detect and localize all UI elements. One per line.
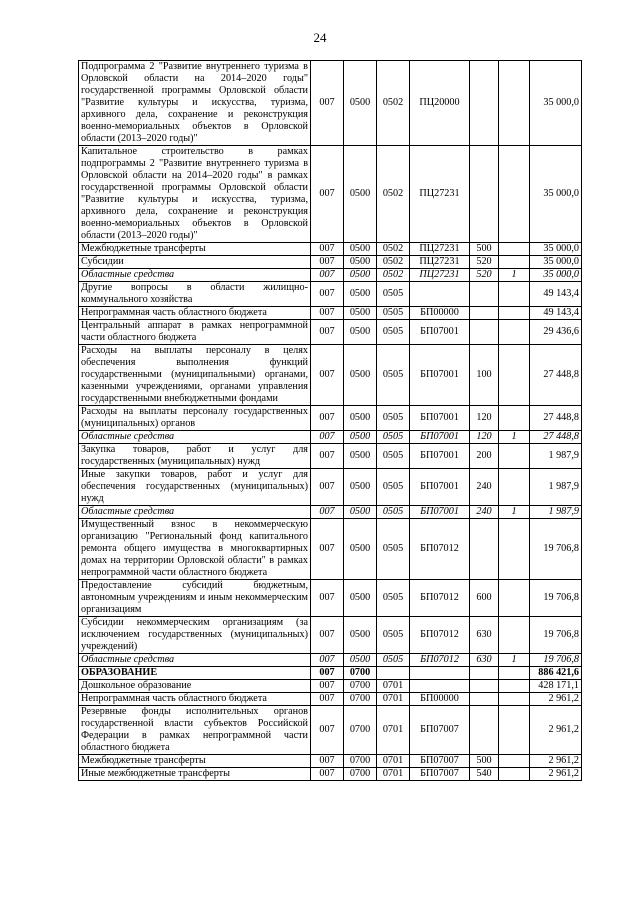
expense-type-code: 240: [470, 506, 499, 519]
department-code: 007: [311, 654, 344, 667]
amount: 19 706,8: [530, 617, 582, 654]
expense-type-code: 240: [470, 469, 499, 506]
subsection-code: 0505: [377, 406, 410, 431]
funding-source-code: [499, 406, 530, 431]
table-row: [79, 282, 582, 307]
subsection-code: 0505: [377, 345, 410, 406]
target-article-code: [410, 667, 470, 680]
department-code: 007: [311, 506, 344, 519]
table-row: [79, 243, 582, 256]
row-name: Иные закупки товаров, работ и услуг для обеспечения государственных (муниципальных) нужд: [79, 469, 311, 506]
section-code: 0500: [344, 345, 377, 406]
row-name: Капитальное строительство в рамках подпрограммы 2 "Развитие внутреннего туризма в Орловской области на 2014–2020 годы" в рамках государственной программы Орловской области "Развитие культуры и искусства, туризма, архивного дела, сохранение и реконструкция военно-мемориальных объектов в Орловской области (2013–2020 годы)": [79, 146, 311, 243]
table-row: [79, 617, 582, 654]
expense-type-code: 630: [470, 654, 499, 667]
funding-source-code: [499, 320, 530, 345]
subsection-code: 0505: [377, 654, 410, 667]
row-name: Расходы на выплаты персоналу государственных (муниципальных) органов: [79, 406, 311, 431]
subsection-code: 0505: [377, 307, 410, 320]
amount: 35 000,0: [530, 243, 582, 256]
target-article-code: [410, 680, 470, 693]
subsection-code: 0701: [377, 768, 410, 781]
amount: 19 706,8: [530, 580, 582, 617]
expense-type-code: 100: [470, 345, 499, 406]
row-name: Другие вопросы в области жилищно-коммунального хозяйства: [79, 282, 311, 307]
table-row: [79, 580, 582, 617]
department-code: 007: [311, 146, 344, 243]
target-article-code: БП07001: [410, 320, 470, 345]
funding-source-code: [499, 519, 530, 580]
row-name: Расходы на выплаты персоналу в целях обеспечения выполнения функций государственными (муниципальными) органами, казенными учреждениями, органами управления государственными внебюджетными фондами: [79, 345, 311, 406]
section-code: 0500: [344, 617, 377, 654]
amount: 35 000,0: [530, 269, 582, 282]
target-article-code: БП07001: [410, 345, 470, 406]
target-article-code: БП07012: [410, 519, 470, 580]
section-code: 0500: [344, 307, 377, 320]
target-article-code: ПЦ20000: [410, 61, 470, 146]
department-code: 007: [311, 269, 344, 282]
subsection-code: 0502: [377, 256, 410, 269]
expense-type-code: [470, 307, 499, 320]
department-code: 007: [311, 755, 344, 768]
expense-type-code: 120: [470, 406, 499, 431]
amount: 2 961,2: [530, 755, 582, 768]
funding-source-code: [499, 282, 530, 307]
department-code: 007: [311, 431, 344, 444]
table-row: [79, 256, 582, 269]
section-code: 0700: [344, 706, 377, 755]
funding-source-code: [499, 146, 530, 243]
row-name: ОБРАЗОВАНИЕ: [79, 667, 311, 680]
subsection-code: 0701: [377, 680, 410, 693]
funding-source-code: [499, 469, 530, 506]
department-code: 007: [311, 61, 344, 146]
amount: 27 448,8: [530, 406, 582, 431]
funding-source-code: 1: [499, 269, 530, 282]
table-row: [79, 61, 582, 146]
table-row: [79, 345, 582, 406]
row-name: Имущественный взнос в некоммерческую организацию "Региональный фонд капитального ремонта общего имущества в многоквартирных домах на территории Орловской области" в рамках непрограммной части областного бюджета: [79, 519, 311, 580]
subsection-code: [377, 667, 410, 680]
department-code: 007: [311, 282, 344, 307]
expense-type-code: [470, 680, 499, 693]
table-row: [79, 519, 582, 580]
table-row: [79, 706, 582, 755]
subsection-code: 0505: [377, 320, 410, 345]
row-name: Субсидии некоммерческим организациям (за исключением государственных (муниципальных) учреждений): [79, 617, 311, 654]
table-row: [79, 667, 582, 680]
funding-source-code: [499, 256, 530, 269]
expense-type-code: [470, 146, 499, 243]
target-article-code: [410, 282, 470, 307]
expense-type-code: [470, 519, 499, 580]
subsection-code: 0502: [377, 243, 410, 256]
department-code: 007: [311, 345, 344, 406]
subsection-code: 0701: [377, 693, 410, 706]
section-code: 0500: [344, 282, 377, 307]
department-code: 007: [311, 256, 344, 269]
budget-table: [78, 60, 582, 781]
section-code: 0700: [344, 768, 377, 781]
amount: 19 706,8: [530, 654, 582, 667]
subsection-code: 0505: [377, 580, 410, 617]
table-row: [79, 469, 582, 506]
row-name: Непрограммная часть областного бюджета: [79, 693, 311, 706]
funding-source-code: [499, 755, 530, 768]
funding-source-code: [499, 667, 530, 680]
section-code: 0500: [344, 406, 377, 431]
row-name: Межбюджетные трансферты: [79, 243, 311, 256]
target-article-code: БП07001: [410, 431, 470, 444]
amount: 35 000,0: [530, 61, 582, 146]
expense-type-code: 520: [470, 269, 499, 282]
subsection-code: 0505: [377, 282, 410, 307]
target-article-code: БП07012: [410, 580, 470, 617]
funding-source-code: [499, 243, 530, 256]
expense-type-code: 500: [470, 243, 499, 256]
table-row: [79, 146, 582, 243]
department-code: 007: [311, 580, 344, 617]
subsection-code: 0701: [377, 755, 410, 768]
table-row: [79, 320, 582, 345]
section-code: 0500: [344, 146, 377, 243]
subsection-code: 0502: [377, 146, 410, 243]
expense-type-code: 200: [470, 444, 499, 469]
row-name: Межбюджетные трансферты: [79, 755, 311, 768]
amount: 1 987,9: [530, 506, 582, 519]
subsection-code: 0701: [377, 706, 410, 755]
row-name: Закупка товаров, работ и услуг для государственных (муниципальных) нужд: [79, 444, 311, 469]
subsection-code: 0505: [377, 506, 410, 519]
table-row: [79, 307, 582, 320]
amount: 2 961,2: [530, 693, 582, 706]
amount: 27 448,8: [530, 345, 582, 406]
funding-source-code: [499, 61, 530, 146]
department-code: 007: [311, 693, 344, 706]
expense-type-code: [470, 693, 499, 706]
expense-type-code: 120: [470, 431, 499, 444]
expense-type-code: [470, 320, 499, 345]
row-name: Областные средства: [79, 506, 311, 519]
table-row: [79, 768, 582, 781]
funding-source-code: [499, 693, 530, 706]
amount: 49 143,4: [530, 307, 582, 320]
expense-type-code: 520: [470, 256, 499, 269]
funding-source-code: [499, 580, 530, 617]
subsection-code: 0505: [377, 444, 410, 469]
row-name: Непрограммная часть областного бюджета: [79, 307, 311, 320]
expense-type-code: [470, 282, 499, 307]
department-code: 007: [311, 469, 344, 506]
expense-type-code: [470, 706, 499, 755]
table-row: [79, 269, 582, 282]
target-article-code: БП07001: [410, 406, 470, 431]
department-code: 007: [311, 768, 344, 781]
row-name: Предоставление субсидий бюджетным, автономным учреждениям и иным некоммерческим организациям: [79, 580, 311, 617]
funding-source-code: 1: [499, 654, 530, 667]
funding-source-code: [499, 768, 530, 781]
target-article-code: ПЦ27231: [410, 256, 470, 269]
expense-type-code: 630: [470, 617, 499, 654]
table-row: [79, 431, 582, 444]
table-row: [79, 693, 582, 706]
target-article-code: БП07007: [410, 706, 470, 755]
funding-source-code: [499, 706, 530, 755]
table-row: [79, 406, 582, 431]
row-name: Субсидии: [79, 256, 311, 269]
section-code: 0500: [344, 519, 377, 580]
row-name: Областные средства: [79, 431, 311, 444]
department-code: 007: [311, 680, 344, 693]
amount: 428 171,1: [530, 680, 582, 693]
amount: 1 987,9: [530, 444, 582, 469]
target-article-code: ПЦ27231: [410, 146, 470, 243]
amount: 35 000,0: [530, 256, 582, 269]
section-code: 0700: [344, 693, 377, 706]
department-code: 007: [311, 617, 344, 654]
department-code: 007: [311, 406, 344, 431]
target-article-code: БП00000: [410, 307, 470, 320]
section-code: 0500: [344, 256, 377, 269]
department-code: 007: [311, 243, 344, 256]
target-article-code: ПЦ27231: [410, 243, 470, 256]
section-code: 0700: [344, 680, 377, 693]
subsection-code: 0505: [377, 431, 410, 444]
section-code: 0500: [344, 320, 377, 345]
table-row: [79, 444, 582, 469]
row-name: Областные средства: [79, 654, 311, 667]
target-article-code: БП00000: [410, 693, 470, 706]
department-code: 007: [311, 519, 344, 580]
subsection-code: 0505: [377, 617, 410, 654]
expense-type-code: [470, 667, 499, 680]
table-row: [79, 506, 582, 519]
amount: 2 961,2: [530, 768, 582, 781]
section-code: 0700: [344, 755, 377, 768]
funding-source-code: [499, 345, 530, 406]
row-name: Дошкольное образование: [79, 680, 311, 693]
section-code: 0500: [344, 444, 377, 469]
target-article-code: БП07007: [410, 755, 470, 768]
target-article-code: БП07001: [410, 469, 470, 506]
section-code: 0700: [344, 667, 377, 680]
section-code: 0500: [344, 580, 377, 617]
amount: 49 143,4: [530, 282, 582, 307]
target-article-code: БП07007: [410, 768, 470, 781]
funding-source-code: 1: [499, 431, 530, 444]
section-code: 0500: [344, 469, 377, 506]
department-code: 007: [311, 307, 344, 320]
amount: 35 000,0: [530, 146, 582, 243]
target-article-code: БП07001: [410, 444, 470, 469]
amount: 19 706,8: [530, 519, 582, 580]
row-name: Иные межбюджетные трансферты: [79, 768, 311, 781]
amount: 29 436,6: [530, 320, 582, 345]
section-code: 0500: [344, 431, 377, 444]
section-code: 0500: [344, 506, 377, 519]
expense-type-code: 540: [470, 768, 499, 781]
amount: 2 961,2: [530, 706, 582, 755]
expense-type-code: 500: [470, 755, 499, 768]
department-code: 007: [311, 706, 344, 755]
target-article-code: БП07012: [410, 654, 470, 667]
funding-source-code: [499, 444, 530, 469]
department-code: 007: [311, 667, 344, 680]
section-code: 0500: [344, 654, 377, 667]
subsection-code: 0502: [377, 61, 410, 146]
section-code: 0500: [344, 243, 377, 256]
table-row: [79, 654, 582, 667]
table-row: [79, 755, 582, 768]
section-code: 0500: [344, 61, 377, 146]
row-name: Центральный аппарат в рамках непрограммной части областного бюджета: [79, 320, 311, 345]
table-row: [79, 680, 582, 693]
amount: 1 987,9: [530, 469, 582, 506]
amount: 886 421,6: [530, 667, 582, 680]
target-article-code: ПЦ27231: [410, 269, 470, 282]
row-name: Подпрограмма 2 "Развитие внутреннего туризма в Орловской области на 2014–2020 годы" государственной программы Орловской области "Развитие культуры и искусства, туризма, архивного дела, сохранение и реконструкция военно-мемориальных объектов в Орловской области (2013–2020 годы)": [79, 61, 311, 146]
funding-source-code: [499, 307, 530, 320]
expense-type-code: [470, 61, 499, 146]
subsection-code: 0505: [377, 519, 410, 580]
amount: 27 448,8: [530, 431, 582, 444]
page-number: 24: [313, 30, 327, 45]
subsection-code: 0505: [377, 469, 410, 506]
row-name: Областные средства: [79, 269, 311, 282]
target-article-code: БП07001: [410, 506, 470, 519]
row-name: Резервные фонды исполнительных органов государственной власти субъектов Российской Федерации в рамках непрограммной части областного бюджета: [79, 706, 311, 755]
funding-source-code: [499, 617, 530, 654]
expense-type-code: 600: [470, 580, 499, 617]
subsection-code: 0502: [377, 269, 410, 282]
target-article-code: БП07012: [410, 617, 470, 654]
funding-source-code: [499, 680, 530, 693]
section-code: 0500: [344, 269, 377, 282]
department-code: 007: [311, 320, 344, 345]
funding-source-code: 1: [499, 506, 530, 519]
department-code: 007: [311, 444, 344, 469]
